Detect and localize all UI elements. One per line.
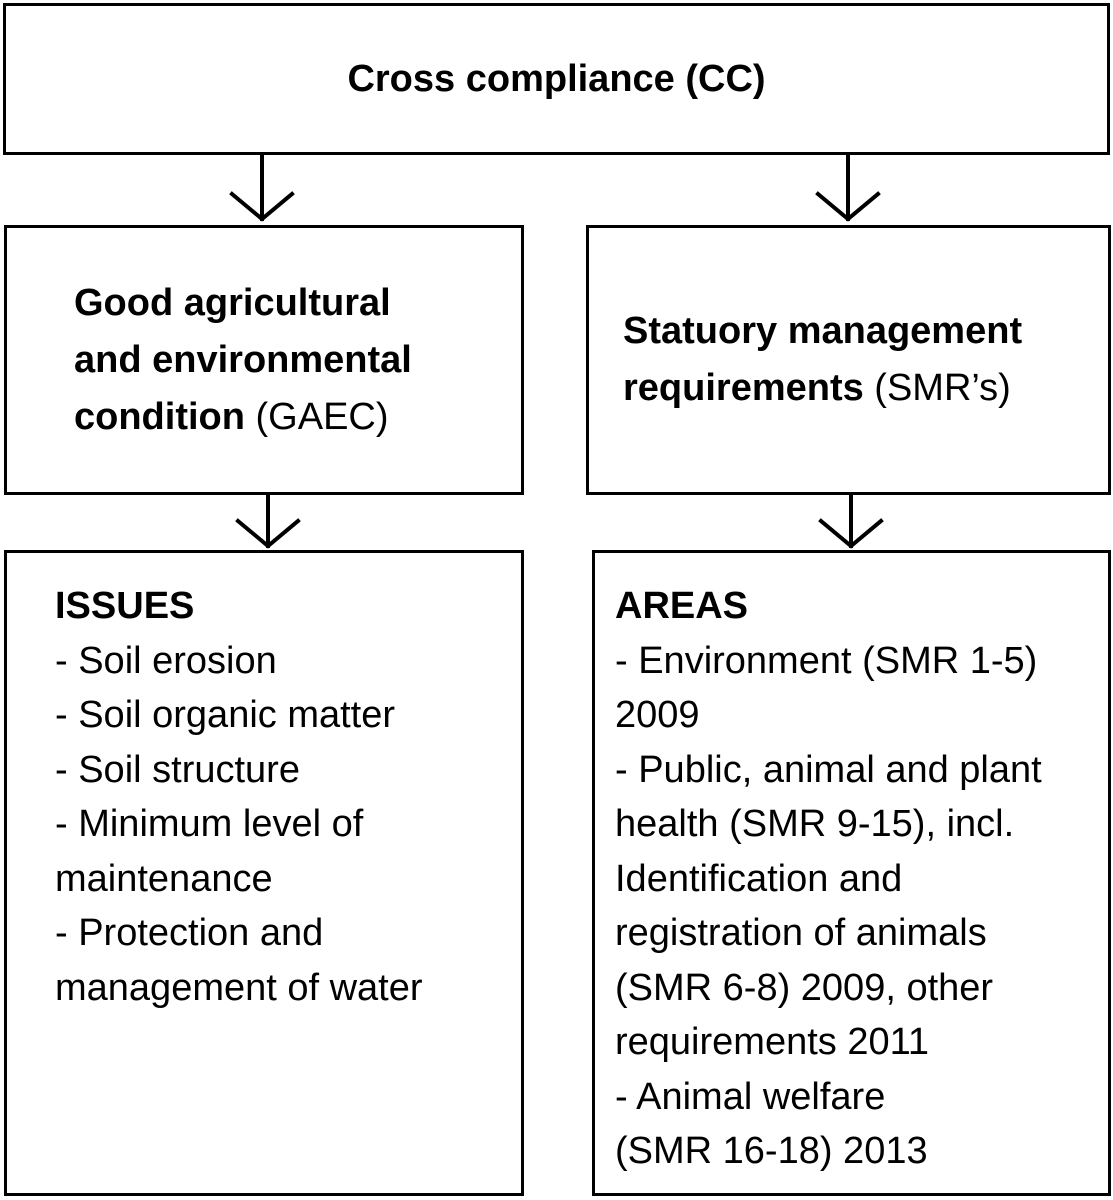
cross-compliance-box	[3, 3, 1110, 155]
list-item: - Animal welfare	[615, 1075, 886, 1118]
gaec-line-1: Good agricultural	[74, 281, 391, 324]
arrow-down-icon	[821, 492, 881, 546]
arrow-down-icon	[238, 492, 298, 546]
areas-list	[615, 579, 1102, 1179]
list-item: - Environment (SMR 1-5)	[615, 639, 1038, 682]
issues-heading: ISSUES	[55, 585, 195, 627]
smr-box	[586, 225, 1111, 495]
arrow-down-icon	[232, 155, 292, 219]
smr-label	[589, 303, 1022, 417]
issues-list	[55, 579, 423, 1015]
gaec-label	[7, 275, 412, 446]
cross-compliance-title: Cross compliance (CC)	[347, 57, 766, 100]
list-item: - Soil structure	[55, 748, 300, 791]
list-item: registration of animals	[615, 912, 987, 954]
issues-box	[4, 550, 524, 1196]
gaec-line-2: and environmental	[74, 338, 412, 381]
areas-heading: AREAS	[615, 585, 749, 627]
areas-box	[592, 550, 1111, 1196]
smr-line-2	[623, 360, 1022, 417]
gaec-line-3-bold: condition	[74, 395, 245, 438]
list-item: health (SMR 9-15), incl.	[615, 803, 1015, 845]
smr-abbreviation: (SMR’s)	[863, 367, 1011, 409]
list-item: management of water	[55, 966, 423, 1009]
list-item: - Soil erosion	[55, 639, 277, 682]
list-item: 2009	[615, 694, 700, 736]
list-item: - Protection and	[55, 912, 324, 954]
list-item: - Public, animal and plant	[615, 748, 1042, 791]
list-item: - Soil organic matter	[55, 694, 396, 736]
gaec-line-3	[74, 389, 412, 446]
list-item: maintenance	[55, 857, 273, 900]
list-item: - Minimum level of	[55, 803, 364, 845]
list-item: (SMR 6-8) 2009, other	[615, 966, 994, 1009]
smr-line-1: Statuory management	[623, 310, 1023, 352]
arrow-down-icon	[818, 155, 878, 219]
gaec-abbreviation: (GAEC)	[244, 395, 389, 438]
list-item: requirements 2011	[615, 1021, 930, 1063]
gaec-box	[4, 225, 524, 495]
list-item: Identification and	[615, 857, 903, 900]
smr-line-2-bold: requirements	[623, 367, 864, 409]
list-item: (SMR 16-18) 2013	[615, 1130, 928, 1172]
